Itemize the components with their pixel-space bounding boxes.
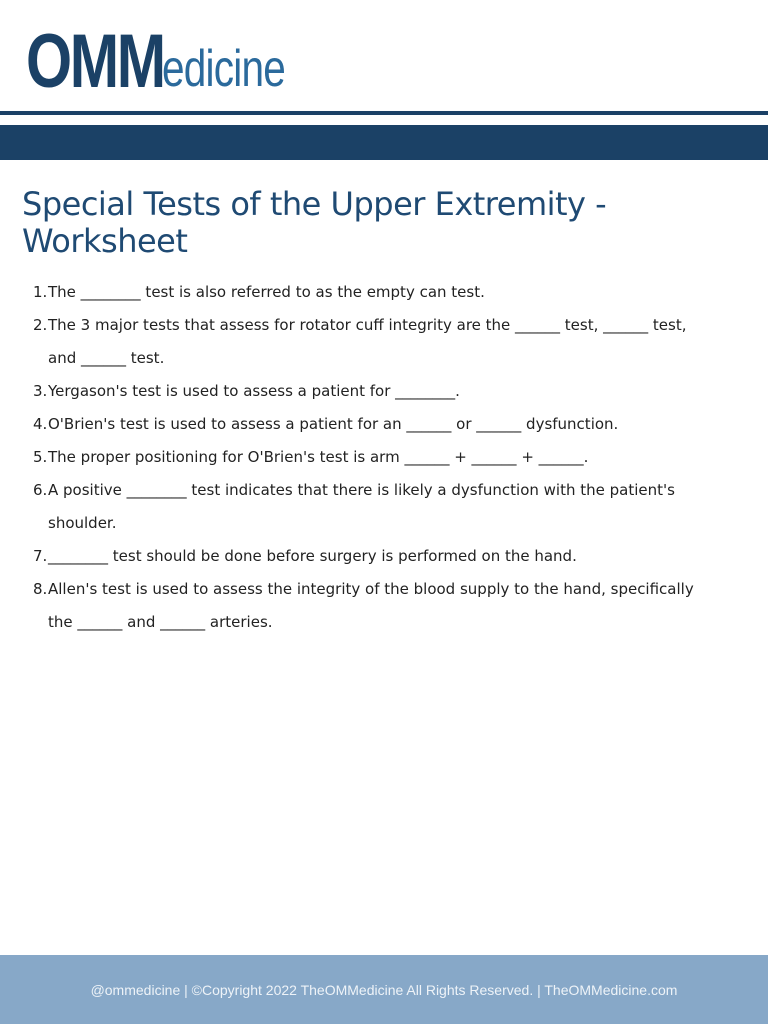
question-number: 3. [33, 382, 48, 400]
footer-band [0, 955, 768, 1024]
question-item [0, 375, 768, 408]
question-text: ________ test should be done before surgery is performed on the hand. [48, 547, 577, 565]
question-number: 2. [33, 316, 48, 334]
question-text: O'Brien's test is used to assess a patient for an ______ or ______ dysfunction. [48, 415, 619, 433]
question-list [0, 276, 768, 639]
question-item [0, 441, 768, 474]
question-number: 1. [33, 283, 48, 301]
brand-logo [26, 19, 320, 104]
question-text: The 3 major tests that assess for rotator cuff integrity are the ______ test, ______ test, and ______ test. [48, 316, 687, 367]
question-number: 7. [33, 547, 48, 565]
question-item [0, 276, 768, 309]
logo-light-text: edicine [162, 40, 286, 98]
question-item [0, 309, 768, 375]
question-number: 6. [33, 481, 48, 499]
question-item [0, 540, 768, 573]
question-text: Allen's test is used to assess the integrity of the blood supply to the hand, specifically the ______ and ______ arteries. [48, 580, 694, 631]
question-number: 5. [33, 448, 48, 466]
footer-copyright: @ommedicine | ©Copyright 2022 TheOMMedicine All Rights Reserved. | TheOMMedicine.com [90, 981, 678, 998]
question-item [0, 474, 768, 540]
question-text: Yergason's test is used to assess a patient for ________. [48, 382, 460, 400]
question-text: The proper positioning for O'Brien's test is arm ______ + ______ + ______. [48, 448, 589, 466]
page-title: Special Tests of the Upper Extremity - Worksheet [22, 185, 607, 260]
question-item [0, 573, 768, 639]
question-number: 4. [33, 415, 48, 433]
logo-bold-text: OMM [26, 19, 164, 104]
question-text: The ________ test is also referred to as the empty can test. [48, 283, 485, 301]
question-item [0, 408, 768, 441]
header-band [0, 125, 768, 160]
question-text: A positive ________ test indicates that there is likely a dysfunction with the patient's shoulder. [48, 481, 675, 532]
header-thin-rule [0, 111, 768, 115]
question-number: 8. [33, 580, 48, 598]
